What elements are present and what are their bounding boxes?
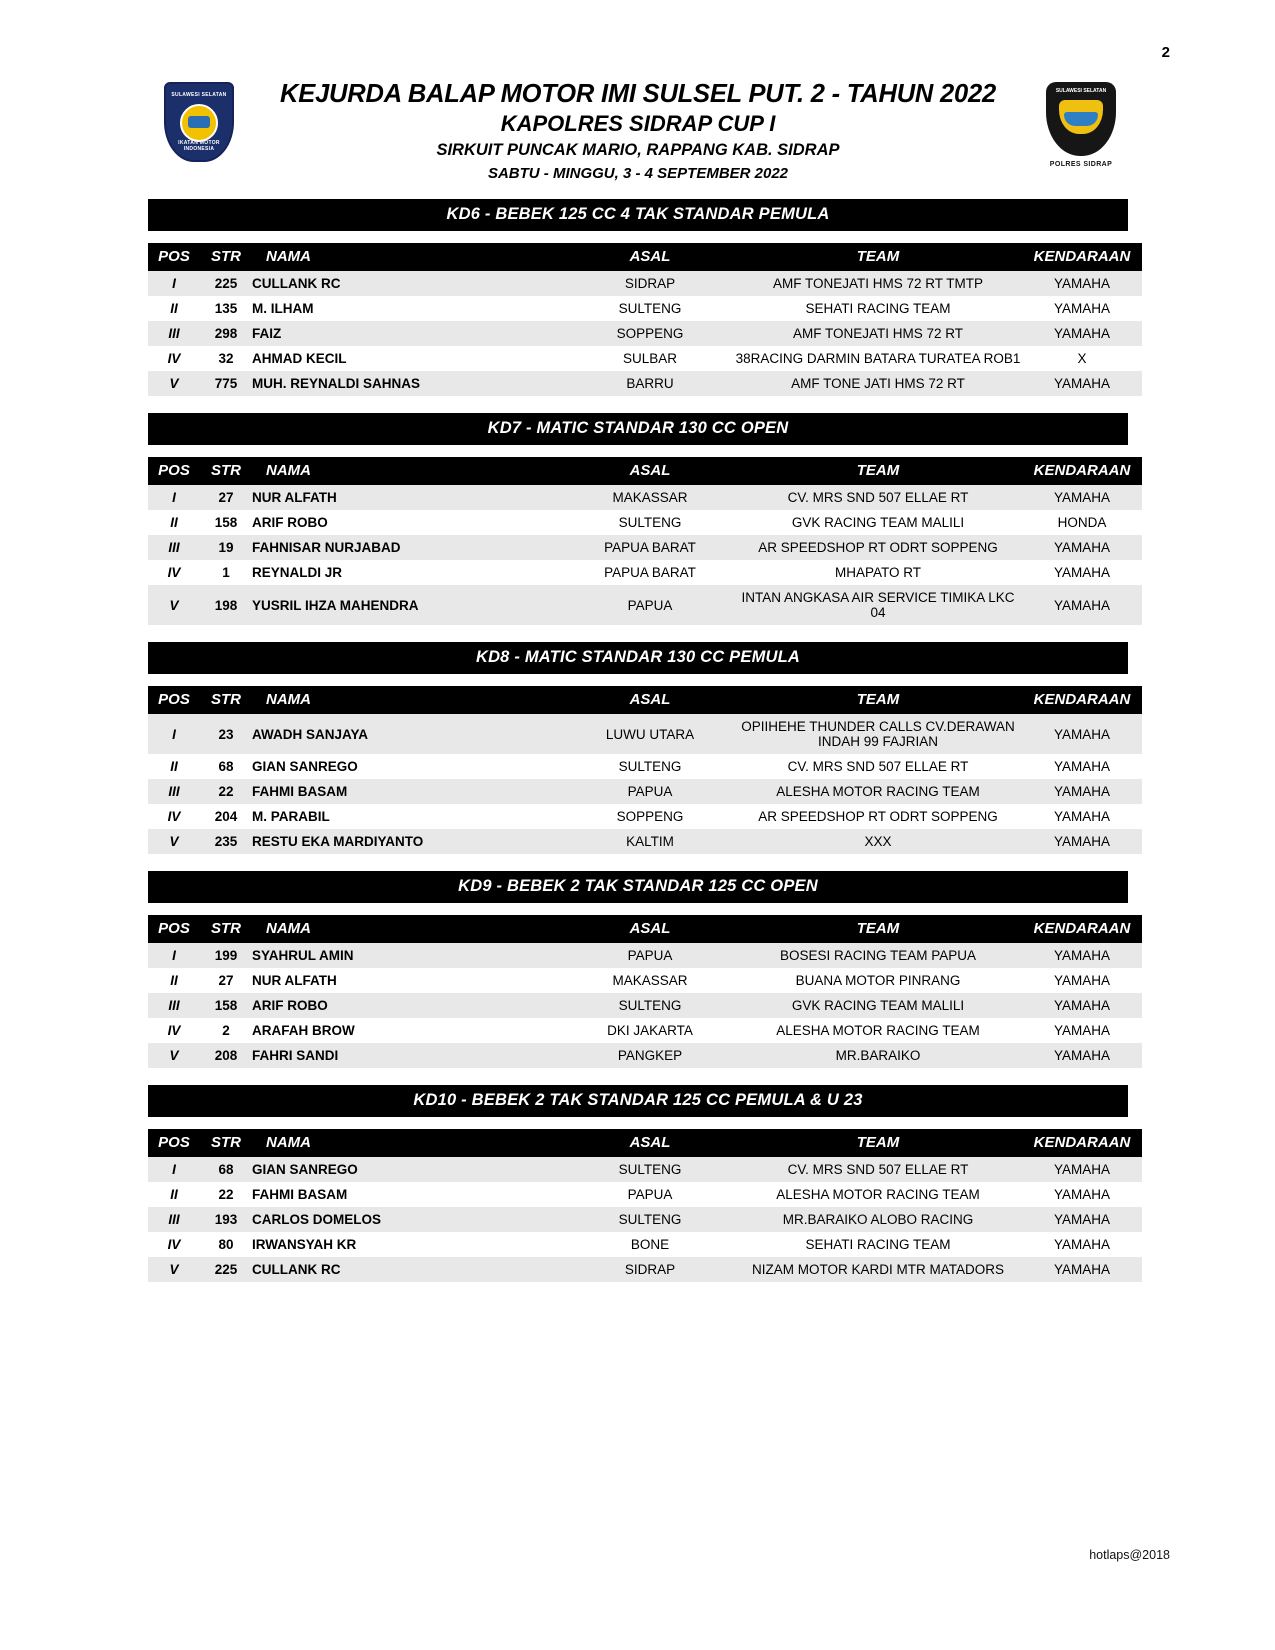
table-row — [148, 560, 1142, 585]
cell-nama: M. PARABIL — [252, 804, 566, 829]
cell-pos: I — [148, 1157, 200, 1182]
table-row — [148, 1257, 1142, 1282]
cell-str: 1 — [200, 560, 252, 585]
column-header-kendaraan: KENDARAAN — [1022, 1129, 1142, 1157]
cell-str: 2 — [200, 1018, 252, 1043]
cell-nama: NUR ALFATH — [252, 968, 566, 993]
cell-asal: SULTENG — [566, 754, 734, 779]
cell-str: 27 — [200, 968, 252, 993]
column-header-str: STR — [200, 1129, 252, 1157]
cell-kendaraan: YAMAHA — [1022, 1182, 1142, 1207]
column-header-str: STR — [200, 243, 252, 271]
cell-pos: I — [148, 485, 200, 510]
table-row — [148, 371, 1142, 396]
column-header-asal: ASAL — [566, 243, 734, 271]
results-table — [148, 915, 1142, 1068]
polres-logo-caption: POLRES SIDRAP — [1049, 161, 1113, 168]
cell-team: XXX — [734, 829, 1022, 854]
polres-logo-emblem-icon — [1059, 100, 1103, 134]
cell-pos: II — [148, 754, 200, 779]
cell-kendaraan: YAMAHA — [1022, 779, 1142, 804]
cell-pos: III — [148, 779, 200, 804]
column-header-team: TEAM — [734, 457, 1022, 485]
cell-team: GVK RACING TEAM MALILI — [734, 510, 1022, 535]
cell-team: 38RACING DARMIN BATARA TURATEA ROB1 — [734, 346, 1022, 371]
cell-kendaraan: YAMAHA — [1022, 1232, 1142, 1257]
cell-asal: BARRU — [566, 371, 734, 396]
cell-kendaraan: HONDA — [1022, 510, 1142, 535]
imi-logo-top-text: SULAWESI SELATAN — [171, 92, 227, 98]
cell-pos: II — [148, 296, 200, 321]
cell-str: 23 — [200, 714, 252, 754]
cell-pos: IV — [148, 804, 200, 829]
cell-asal: PAPUA — [566, 1182, 734, 1207]
cell-nama: SYAHRUL AMIN — [252, 943, 566, 968]
cell-nama: GIAN SANREGO — [252, 1157, 566, 1182]
page-number: 2 — [1161, 44, 1170, 61]
cell-nama: CULLANK RC — [252, 271, 566, 296]
cell-kendaraan: YAMAHA — [1022, 1018, 1142, 1043]
event-subtitle: KAPOLRES SIDRAP CUP I — [500, 110, 776, 136]
cell-nama: GIAN SANREGO — [252, 754, 566, 779]
cell-team: CV. MRS SND 507 ELLAE RT — [734, 754, 1022, 779]
table-header-row — [148, 915, 1142, 943]
polres-logo-top-text: SULAWESI SELATAN — [1055, 88, 1107, 94]
cell-team: CV. MRS SND 507 ELLAE RT — [734, 485, 1022, 510]
column-header-asal: ASAL — [566, 915, 734, 943]
cell-kendaraan: YAMAHA — [1022, 321, 1142, 346]
cell-pos: II — [148, 968, 200, 993]
table-row — [148, 585, 1142, 625]
cell-kendaraan: YAMAHA — [1022, 714, 1142, 754]
table-row — [148, 1157, 1142, 1182]
cell-nama: ARIF ROBO — [252, 510, 566, 535]
table-header-row — [148, 1129, 1142, 1157]
cell-pos: I — [148, 943, 200, 968]
cell-str: 32 — [200, 346, 252, 371]
cell-pos: III — [148, 993, 200, 1018]
cell-kendaraan: YAMAHA — [1022, 1257, 1142, 1282]
cell-asal: LUWU UTARA — [566, 714, 734, 754]
cell-team: AR SPEEDSHOP RT ODRT SOPPENG — [734, 535, 1022, 560]
cell-str: 22 — [200, 779, 252, 804]
cell-pos: V — [148, 585, 200, 625]
cell-kendaraan: X — [1022, 346, 1142, 371]
cell-kendaraan: YAMAHA — [1022, 585, 1142, 625]
table-row — [148, 943, 1142, 968]
cell-team: MR.BARAIKO — [734, 1043, 1022, 1068]
class-banner: KD8 - MATIC STANDAR 130 CC PEMULA — [148, 642, 1128, 674]
cell-nama: FAHNISAR NURJABAD — [252, 535, 566, 560]
result-section — [148, 871, 1131, 1068]
cell-pos: V — [148, 829, 200, 854]
cell-asal: SIDRAP — [566, 271, 734, 296]
table-row — [148, 1018, 1142, 1043]
class-banner: KD9 - BEBEK 2 TAK STANDAR 125 CC OPEN — [148, 871, 1128, 903]
table-row — [148, 993, 1142, 1018]
cell-nama: M. ILHAM — [252, 296, 566, 321]
cell-kendaraan: YAMAHA — [1022, 485, 1142, 510]
header-titles — [148, 72, 1128, 182]
cell-team: SEHATI RACING TEAM — [734, 1232, 1022, 1257]
cell-str: 199 — [200, 943, 252, 968]
result-section — [148, 1085, 1131, 1282]
table-row — [148, 296, 1142, 321]
cell-nama: YUSRIL IHZA MAHENDRA — [252, 585, 566, 625]
cell-kendaraan: YAMAHA — [1022, 968, 1142, 993]
polres-sidrap-logo-icon — [1042, 78, 1120, 168]
cell-nama: FAHRI SANDI — [252, 1043, 566, 1068]
column-header-pos: POS — [148, 915, 200, 943]
table-row — [148, 1207, 1142, 1232]
cell-team: AMF TONEJATI HMS 72 RT TMTP — [734, 271, 1022, 296]
table-row — [148, 1232, 1142, 1257]
cell-nama: FAIZ — [252, 321, 566, 346]
cell-asal: SOPPENG — [566, 804, 734, 829]
column-header-nama: NAMA — [252, 915, 566, 943]
cell-nama: ARIF ROBO — [252, 993, 566, 1018]
table-row — [148, 271, 1142, 296]
event-title: KEJURDA BALAP MOTOR IMI SULSEL PUT. 2 - TAHUN 2022 — [280, 80, 996, 108]
cell-nama: NUR ALFATH — [252, 485, 566, 510]
cell-nama: RESTU EKA MARDIYANTO — [252, 829, 566, 854]
column-header-team: TEAM — [734, 686, 1022, 714]
cell-team: AMF TONE JATI HMS 72 RT — [734, 371, 1022, 396]
column-header-kendaraan: KENDARAAN — [1022, 686, 1142, 714]
cell-asal: SOPPENG — [566, 321, 734, 346]
cell-str: 158 — [200, 510, 252, 535]
document-header — [148, 72, 1128, 182]
cell-asal: PAPUA — [566, 779, 734, 804]
event-date: SABTU - MINGGU, 3 - 4 SEPTEMBER 2022 — [487, 164, 789, 182]
cell-str: 22 — [200, 1182, 252, 1207]
cell-nama: CULLANK RC — [252, 1257, 566, 1282]
cell-kendaraan: YAMAHA — [1022, 754, 1142, 779]
cell-nama: ARAFAH BROW — [252, 1018, 566, 1043]
table-header-row — [148, 686, 1142, 714]
cell-asal: SULTENG — [566, 993, 734, 1018]
cell-asal: PAPUA — [566, 943, 734, 968]
cell-pos: V — [148, 371, 200, 396]
column-header-pos: POS — [148, 243, 200, 271]
cell-kendaraan: YAMAHA — [1022, 804, 1142, 829]
table-row — [148, 510, 1142, 535]
results-table — [148, 686, 1142, 854]
cell-kendaraan: YAMAHA — [1022, 535, 1142, 560]
cell-str: 193 — [200, 1207, 252, 1232]
cell-team: AMF TONEJATI HMS 72 RT — [734, 321, 1022, 346]
table-row — [148, 1043, 1142, 1068]
cell-asal: SULTENG — [566, 1157, 734, 1182]
cell-nama: CARLOS DOMELOS — [252, 1207, 566, 1232]
document-content — [148, 72, 1131, 1282]
table-row — [148, 804, 1142, 829]
table-row — [148, 321, 1142, 346]
cell-nama: FAHMI BASAM — [252, 779, 566, 804]
column-header-nama: NAMA — [252, 457, 566, 485]
cell-kendaraan: YAMAHA — [1022, 1157, 1142, 1182]
column-header-team: TEAM — [734, 243, 1022, 271]
cell-str: 27 — [200, 485, 252, 510]
cell-team: OPIIHEHE THUNDER CALLS CV.DERAWAN INDAH 99 FAJRIAN — [734, 714, 1022, 754]
imi-logo-emblem-icon — [180, 104, 218, 142]
cell-kendaraan: YAMAHA — [1022, 371, 1142, 396]
cell-str: 225 — [200, 1257, 252, 1282]
cell-kendaraan: YAMAHA — [1022, 1043, 1142, 1068]
cell-team: MR.BARAIKO ALOBO RACING — [734, 1207, 1022, 1232]
cell-pos: II — [148, 1182, 200, 1207]
cell-asal: SULTENG — [566, 510, 734, 535]
cell-asal: PAPUA BARAT — [566, 560, 734, 585]
cell-pos: IV — [148, 560, 200, 585]
cell-team: ALESHA MOTOR RACING TEAM — [734, 779, 1022, 804]
column-header-kendaraan: KENDARAAN — [1022, 915, 1142, 943]
results-table — [148, 243, 1142, 396]
class-banner: KD7 - MATIC STANDAR 130 CC OPEN — [148, 413, 1128, 445]
cell-pos: II — [148, 510, 200, 535]
table-row — [148, 968, 1142, 993]
cell-pos: III — [148, 1207, 200, 1232]
cell-nama: IRWANSYAH KR — [252, 1232, 566, 1257]
cell-team: BUANA MOTOR PINRANG — [734, 968, 1022, 993]
cell-str: 235 — [200, 829, 252, 854]
column-header-nama: NAMA — [252, 243, 566, 271]
cell-team: ALESHA MOTOR RACING TEAM — [734, 1182, 1022, 1207]
table-row — [148, 754, 1142, 779]
cell-pos: IV — [148, 1232, 200, 1257]
cell-asal: DKI JAKARTA — [566, 1018, 734, 1043]
cell-pos: IV — [148, 346, 200, 371]
table-header-row — [148, 243, 1142, 271]
table-header-row — [148, 457, 1142, 485]
cell-kendaraan: YAMAHA — [1022, 993, 1142, 1018]
column-header-nama: NAMA — [252, 686, 566, 714]
cell-kendaraan: YAMAHA — [1022, 943, 1142, 968]
column-header-str: STR — [200, 915, 252, 943]
cell-nama: AWADH SANJAYA — [252, 714, 566, 754]
column-header-asal: ASAL — [566, 1129, 734, 1157]
results-table — [148, 457, 1142, 625]
class-banner: KD10 - BEBEK 2 TAK STANDAR 125 CC PEMULA & U 23 — [148, 1085, 1128, 1117]
column-header-asal: ASAL — [566, 457, 734, 485]
cell-kendaraan: YAMAHA — [1022, 560, 1142, 585]
cell-asal: SULBAR — [566, 346, 734, 371]
cell-pos: V — [148, 1257, 200, 1282]
cell-pos: V — [148, 1043, 200, 1068]
cell-kendaraan: YAMAHA — [1022, 829, 1142, 854]
column-header-team: TEAM — [734, 915, 1022, 943]
table-row — [148, 1182, 1142, 1207]
result-section — [148, 413, 1131, 625]
column-header-pos: POS — [148, 457, 200, 485]
cell-nama: AHMAD KECIL — [252, 346, 566, 371]
cell-team: GVK RACING TEAM MALILI — [734, 993, 1022, 1018]
results-sections — [148, 199, 1131, 1282]
column-header-asal: ASAL — [566, 686, 734, 714]
cell-asal: MAKASSAR — [566, 485, 734, 510]
results-table — [148, 1129, 1142, 1282]
cell-kendaraan: YAMAHA — [1022, 1207, 1142, 1232]
column-header-pos: POS — [148, 1129, 200, 1157]
cell-str: 68 — [200, 754, 252, 779]
cell-pos: I — [148, 271, 200, 296]
cell-team: AR SPEEDSHOP RT ODRT SOPPENG — [734, 804, 1022, 829]
column-header-kendaraan: KENDARAAN — [1022, 243, 1142, 271]
cell-team: MHAPATO RT — [734, 560, 1022, 585]
cell-nama: MUH. REYNALDI SAHNAS — [252, 371, 566, 396]
result-section — [148, 642, 1131, 854]
cell-str: 204 — [200, 804, 252, 829]
cell-team: NIZAM MOTOR KARDI MTR MATADORS — [734, 1257, 1022, 1282]
cell-team: CV. MRS SND 507 ELLAE RT — [734, 1157, 1022, 1182]
cell-asal: PANGKEP — [566, 1043, 734, 1068]
cell-asal: KALTIM — [566, 829, 734, 854]
cell-asal: BONE — [566, 1232, 734, 1257]
result-section — [148, 199, 1131, 396]
cell-asal: MAKASSAR — [566, 968, 734, 993]
cell-kendaraan: YAMAHA — [1022, 296, 1142, 321]
cell-str: 135 — [200, 296, 252, 321]
cell-str: 68 — [200, 1157, 252, 1182]
column-header-str: STR — [200, 457, 252, 485]
cell-kendaraan: YAMAHA — [1022, 271, 1142, 296]
cell-asal: PAPUA — [566, 585, 734, 625]
cell-pos: IV — [148, 1018, 200, 1043]
cell-team: SEHATI RACING TEAM — [734, 296, 1022, 321]
table-row — [148, 829, 1142, 854]
table-row — [148, 535, 1142, 560]
table-row — [148, 485, 1142, 510]
table-row — [148, 714, 1142, 754]
table-row — [148, 779, 1142, 804]
footer-credit: hotlaps@2018 — [1089, 1548, 1170, 1562]
column-header-str: STR — [200, 686, 252, 714]
cell-asal: SULTENG — [566, 1207, 734, 1232]
cell-str: 198 — [200, 585, 252, 625]
class-banner: KD6 - BEBEK 125 CC 4 TAK STANDAR PEMULA — [148, 199, 1128, 231]
cell-asal: SULTENG — [566, 296, 734, 321]
imi-logo-bottom-text: IKATAN MOTOR INDONESIA — [178, 140, 220, 152]
column-header-team: TEAM — [734, 1129, 1022, 1157]
cell-str: 225 — [200, 271, 252, 296]
cell-team: BOSESI RACING TEAM PAPUA — [734, 943, 1022, 968]
cell-pos: III — [148, 321, 200, 346]
cell-str: 298 — [200, 321, 252, 346]
cell-asal: PAPUA BARAT — [566, 535, 734, 560]
cell-nama: REYNALDI JR — [252, 560, 566, 585]
cell-team: ALESHA MOTOR RACING TEAM — [734, 1018, 1022, 1043]
event-venue: SIRKUIT PUNCAK MARIO, RAPPANG KAB. SIDRAP — [436, 140, 840, 159]
cell-team: INTAN ANGKASA AIR SERVICE TIMIKA LKC 04 — [734, 585, 1022, 625]
column-header-kendaraan: KENDARAAN — [1022, 457, 1142, 485]
cell-str: 158 — [200, 993, 252, 1018]
imi-sulsel-logo-icon — [158, 78, 236, 168]
cell-pos: I — [148, 714, 200, 754]
cell-str: 19 — [200, 535, 252, 560]
column-header-pos: POS — [148, 686, 200, 714]
cell-str: 775 — [200, 371, 252, 396]
cell-nama: FAHMI BASAM — [252, 1182, 566, 1207]
cell-str: 80 — [200, 1232, 252, 1257]
cell-pos: III — [148, 535, 200, 560]
column-header-nama: NAMA — [252, 1129, 566, 1157]
cell-asal: SIDRAP — [566, 1257, 734, 1282]
cell-str: 208 — [200, 1043, 252, 1068]
table-row — [148, 346, 1142, 371]
